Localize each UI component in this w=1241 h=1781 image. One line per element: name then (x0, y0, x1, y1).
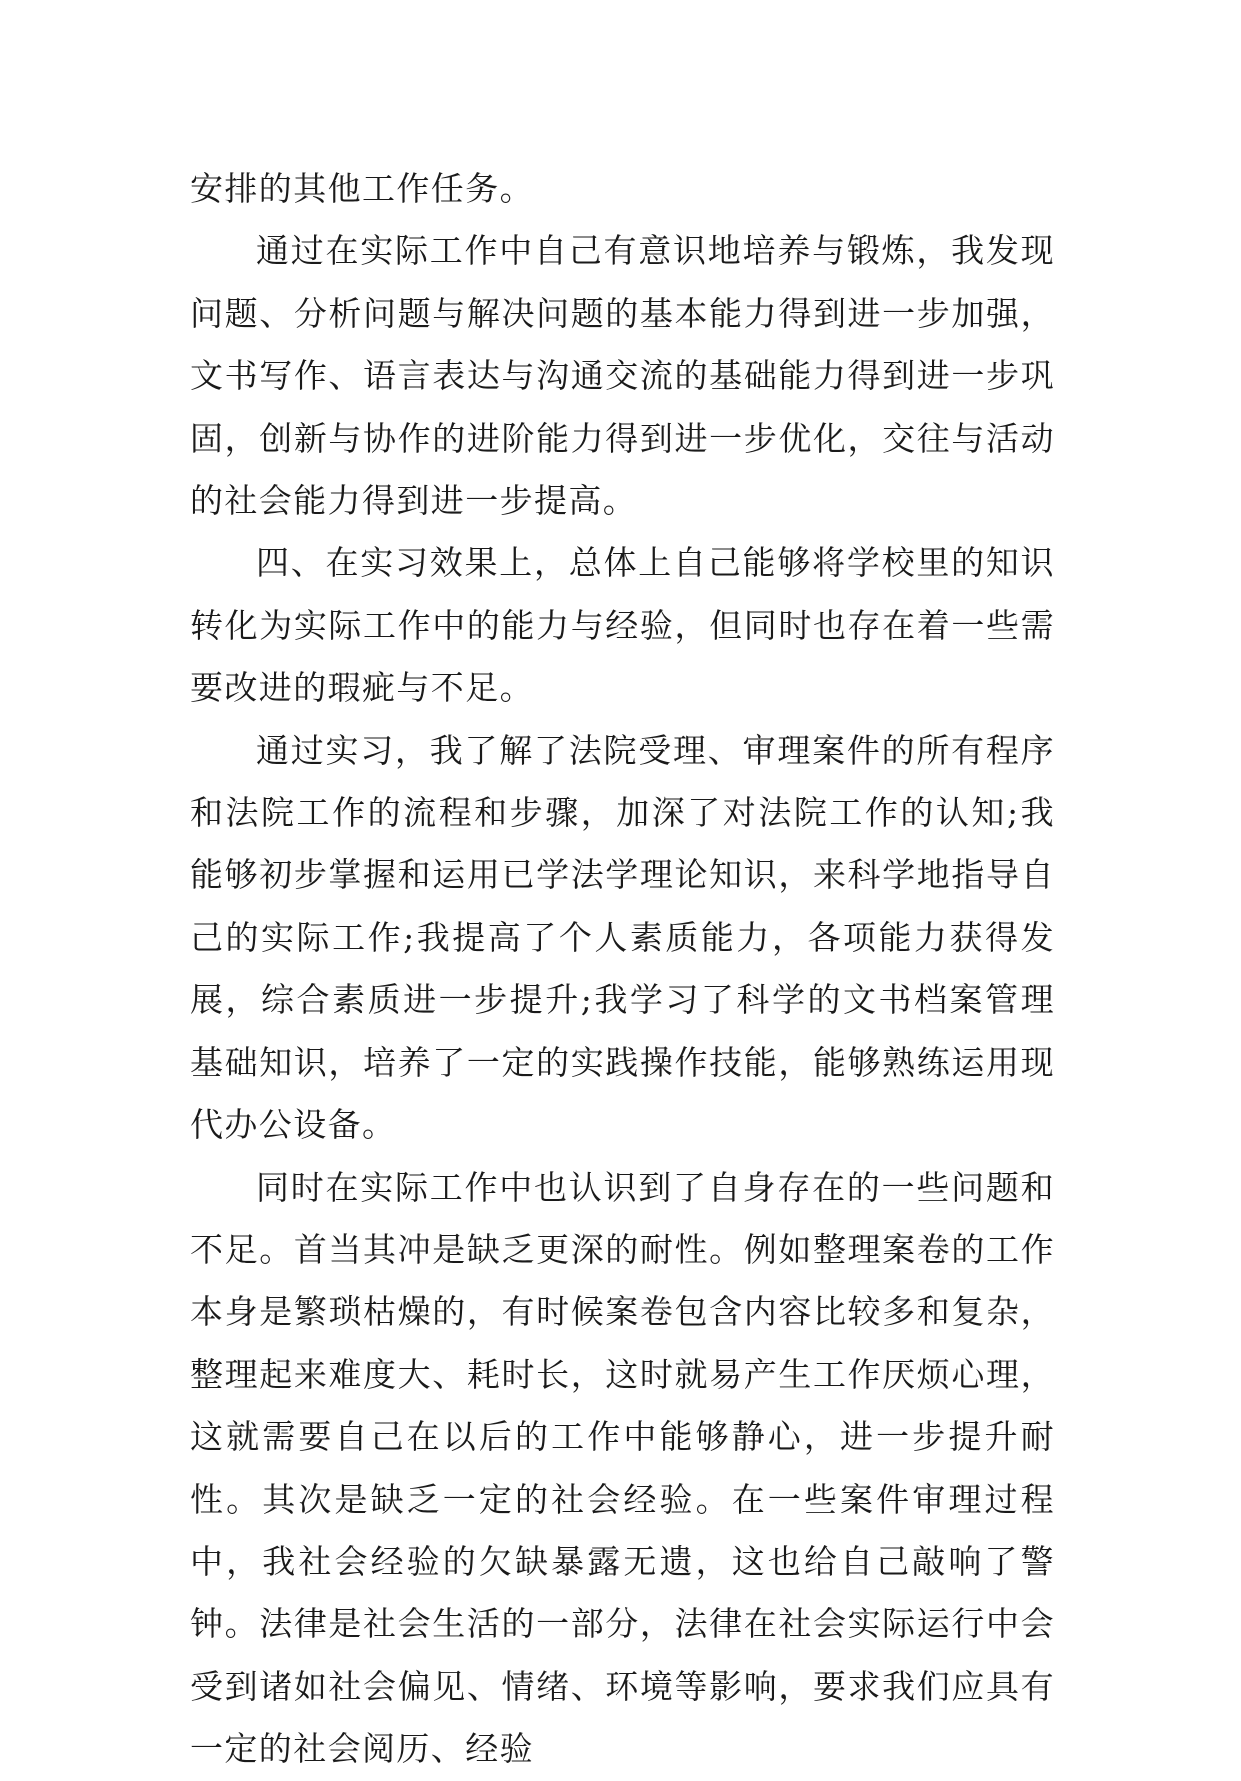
paragraph-ability-improvement: 通过在实际工作中自己有意识地培养与锻炼，我发现问题、分析问题与解决问题的基本能力得到进一步加强，文书写作、语言表达与沟通交流的基础能力得到进一步巩固，创新与协作的进阶能力得到进一步优化，交往与活动的社会能力得到进一步提高。 (190, 231, 1055, 521)
document-body (190, 158, 1055, 1781)
paragraph-continuation: 安排的其他工作任务。 (190, 169, 534, 208)
paragraph-internship-effect: 四、在实习效果上，总体上自己能够将学校里的知识转化为实际工作中的能力与经验，但同时也存在着一些需要改进的瑕疵与不足。 (190, 543, 1055, 708)
paragraph-internship-gains: 通过实习，我了解了法院受理、审理案件的所有程序和法院工作的流程和步骤，加深了对法院工作的认知;我能够初步掌握和运用已学法学理论知识，来科学地指导自己的实际工作;我提高了个人素质能力，各项能力获得发展，综合素质进一步提升;我学习了科学的文书档案管理基础知识，培养了一定的实践操作技能，能够熟练运用现代办公设备。 (190, 730, 1055, 1145)
paragraph-shortcomings: 同时在实际工作中也认识到了自身存在的一些问题和不足。首当其冲是缺乏更深的耐性。例如整理案卷的工作本身是繁琐枯燥的，有时候案卷包含内容比较多和复杂，整理起来难度大、耗时长，这时就易产生工作厌烦心理，这就需要自己在以后的工作中能够静心，进一步提升耐性。其次是缺乏一定的社会经验。在一些案件审理过程中，我社会经验的欠缺暴露无遗，这也给自己敲响了警钟。法律是社会生活的一部分，法律在社会实际运行中会受到诸如社会偏见、情绪、环境等影响，要求我们应具有一定的社会阅历、经验 (190, 1167, 1055, 1769)
